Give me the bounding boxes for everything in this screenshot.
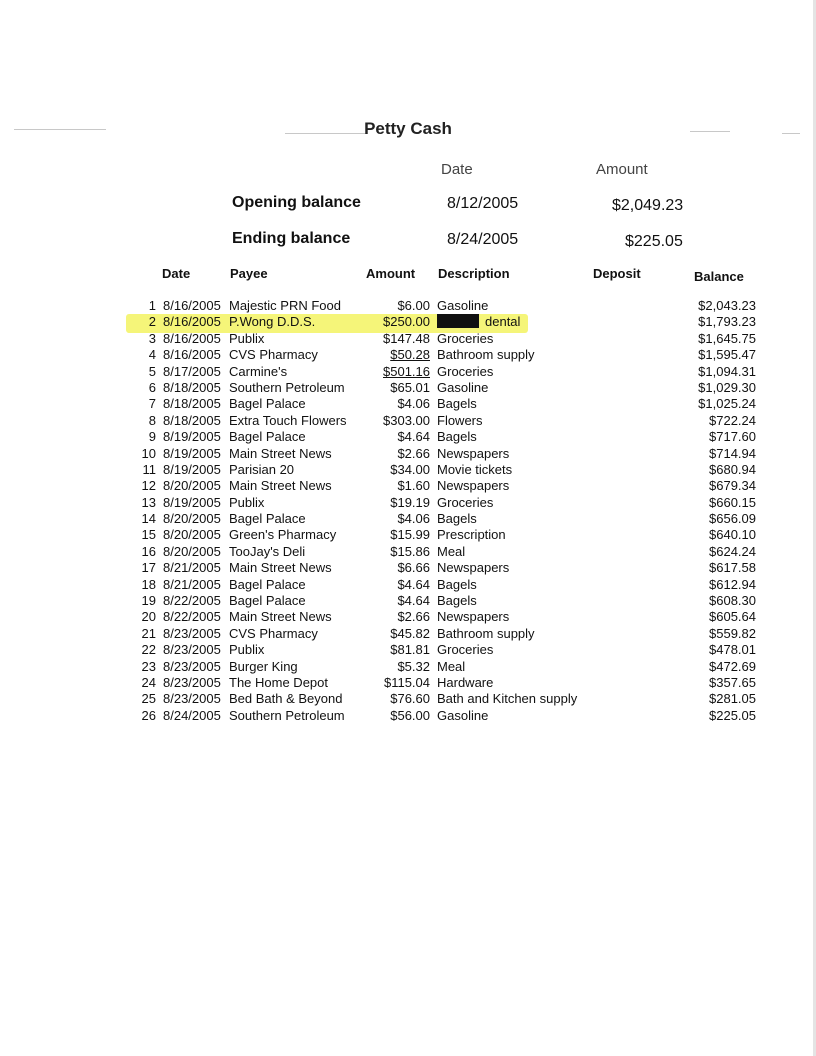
row-description: Gasoline xyxy=(437,298,489,313)
row-amount: $501.16 xyxy=(383,363,430,379)
row-number: 2 xyxy=(148,314,156,330)
row-date: 8/19/2005 xyxy=(163,445,221,461)
row-payee: P.Wong D.D.S. xyxy=(229,314,316,330)
column-header-description: Description xyxy=(438,266,510,281)
row-payee: Main Street News xyxy=(229,478,332,494)
row-balance: $660.15 xyxy=(709,494,756,510)
row-amount: $6.00 xyxy=(397,298,430,313)
ending-balance-amount: $225.05 xyxy=(625,233,683,250)
row-description: Bagels xyxy=(437,576,477,592)
table-row xyxy=(0,511,816,527)
row-balance: $1,645.75 xyxy=(698,330,756,346)
row-amount: $250.00 xyxy=(383,314,430,330)
table-row xyxy=(0,659,816,675)
row-payee: Southern Petroleum xyxy=(229,707,345,723)
row-amount: $303.00 xyxy=(383,412,430,428)
row-number: 15 xyxy=(141,527,156,543)
row-balance: $2,043.23 xyxy=(698,298,756,313)
summary-amount-header: Amount xyxy=(596,161,648,178)
row-payee: Carmine's xyxy=(229,363,288,379)
row-date: 8/23/2005 xyxy=(163,691,221,707)
row-number: 25 xyxy=(141,691,156,707)
table-row xyxy=(0,593,816,609)
row-description: Movie tickets xyxy=(437,461,513,477)
opening-balance-label: Opening balance xyxy=(232,194,361,211)
row-description-text: dental xyxy=(485,314,521,330)
row-date: 8/16/2005 xyxy=(163,347,221,363)
row-date: 8/16/2005 xyxy=(163,314,221,330)
opening-balance-date: 8/12/2005 xyxy=(447,195,519,212)
table-row xyxy=(0,577,816,593)
row-date: 8/18/2005 xyxy=(163,379,221,395)
row-description: Prescription xyxy=(437,527,506,543)
row-payee: Publix xyxy=(229,494,265,510)
row-date: 8/23/2005 xyxy=(163,625,221,641)
row-date: 8/16/2005 xyxy=(163,298,221,313)
table-row xyxy=(0,380,816,396)
row-date: 8/18/2005 xyxy=(163,412,221,428)
row-date: 8/23/2005 xyxy=(163,658,221,674)
column-header-amount: Amount xyxy=(366,266,416,281)
row-payee: Bed Bath & Beyond xyxy=(229,691,343,707)
row-date: 8/23/2005 xyxy=(163,642,221,658)
table-row xyxy=(0,347,816,363)
row-description: Bath and Kitchen supply xyxy=(437,691,578,707)
row-number: 24 xyxy=(141,674,156,690)
row-date: 8/20/2005 xyxy=(163,511,221,527)
row-description: Newspapers xyxy=(437,478,510,494)
row-amount: $56.00 xyxy=(390,707,430,723)
row-payee: Extra Touch Flowers xyxy=(229,412,347,428)
table-row xyxy=(0,314,816,330)
row-date: 8/21/2005 xyxy=(163,560,221,576)
row-payee: Bagel Palace xyxy=(229,511,306,527)
table-row xyxy=(0,429,816,445)
row-description: Newspapers xyxy=(437,609,510,625)
row-amount: $5.32 xyxy=(397,658,430,674)
row-balance: $1,793.23 xyxy=(698,314,756,330)
row-description: Bagels xyxy=(437,593,477,609)
column-header-deposit: Deposit xyxy=(593,266,641,281)
row-number: 13 xyxy=(141,494,156,510)
row-amount: $1.60 xyxy=(397,478,430,494)
row-balance: $624.24 xyxy=(709,543,756,559)
row-description: Flowers xyxy=(437,412,483,428)
row-amount: $147.48 xyxy=(383,330,430,346)
page-title: Petty Cash xyxy=(364,119,452,138)
row-balance: $617.58 xyxy=(709,560,756,576)
table-row xyxy=(0,691,816,707)
row-number: 17 xyxy=(141,560,156,576)
column-header-balance: Balance xyxy=(694,269,744,284)
row-description: Gasoline xyxy=(437,379,489,395)
row-amount: $2.66 xyxy=(397,445,430,461)
row-amount: $34.00 xyxy=(390,461,430,477)
row-payee: Bagel Palace xyxy=(229,429,306,445)
row-date: 8/16/2005 xyxy=(163,330,221,346)
row-balance: $1,029.30 xyxy=(698,379,756,395)
row-number: 21 xyxy=(141,625,156,641)
summary-date-header: Date xyxy=(441,161,473,178)
row-description: Groceries xyxy=(437,494,494,510)
row-date: 8/22/2005 xyxy=(163,593,221,609)
row-balance: $640.10 xyxy=(709,527,756,543)
table-row xyxy=(0,560,816,576)
table-row xyxy=(0,626,816,642)
row-date: 8/19/2005 xyxy=(163,494,221,510)
row-date: 8/20/2005 xyxy=(163,527,221,543)
table-row xyxy=(0,462,816,478)
row-balance: $612.94 xyxy=(709,576,756,592)
table-row xyxy=(0,675,816,691)
row-description: Groceries xyxy=(437,363,494,379)
row-payee: The Home Depot xyxy=(229,674,328,690)
row-date: 8/22/2005 xyxy=(163,609,221,625)
table-row xyxy=(0,527,816,543)
row-number: 22 xyxy=(141,642,156,658)
row-payee: Bagel Palace xyxy=(229,576,306,592)
table-row xyxy=(0,495,816,511)
row-balance: $1,595.47 xyxy=(698,347,756,363)
row-description: Groceries xyxy=(437,642,494,658)
row-description: Meal xyxy=(437,658,466,674)
row-payee: Main Street News xyxy=(229,609,332,625)
row-balance: $608.30 xyxy=(709,593,756,609)
row-amount: $6.66 xyxy=(397,560,430,576)
row-number: 20 xyxy=(141,609,156,625)
row-date: 8/20/2005 xyxy=(163,478,221,494)
row-date: 8/20/2005 xyxy=(163,543,221,559)
table-row xyxy=(0,478,816,494)
row-amount: $2.66 xyxy=(397,609,430,625)
table-row xyxy=(0,446,816,462)
row-amount: $65.01 xyxy=(390,379,430,395)
table-row xyxy=(0,609,816,625)
row-amount: $15.99 xyxy=(390,527,430,543)
row-number: 8 xyxy=(148,412,156,428)
table-row xyxy=(0,396,816,412)
row-number: 18 xyxy=(141,576,156,592)
redaction-block xyxy=(437,314,479,328)
table-row xyxy=(0,642,816,658)
row-amount: $50.28 xyxy=(390,347,430,363)
row-balance: $722.24 xyxy=(709,412,756,428)
row-amount: $19.19 xyxy=(390,494,430,510)
row-description: Bathroom supply xyxy=(437,625,535,641)
row-payee: Main Street News xyxy=(229,445,332,461)
row-payee: Green's Pharmacy xyxy=(229,527,337,543)
row-balance: $714.94 xyxy=(709,445,756,461)
row-payee: Burger King xyxy=(229,658,298,674)
row-balance: $717.60 xyxy=(709,429,756,445)
row-number: 14 xyxy=(141,511,156,527)
row-number: 11 xyxy=(142,461,156,477)
row-amount: $4.06 xyxy=(397,511,430,527)
row-number: 10 xyxy=(141,445,156,461)
row-amount: $45.82 xyxy=(390,625,430,641)
row-amount: $4.64 xyxy=(397,593,430,609)
row-date: 8/17/2005 xyxy=(163,363,221,379)
row-description: Hardware xyxy=(437,674,494,690)
row-amount: $4.06 xyxy=(397,396,430,412)
row-number: 1 xyxy=(148,298,156,313)
row-description: Bagels xyxy=(437,396,477,412)
row-number: 9 xyxy=(148,429,156,445)
row-date: 8/19/2005 xyxy=(163,429,221,445)
row-number: 12 xyxy=(141,478,156,494)
row-number: 5 xyxy=(148,363,156,379)
table-row xyxy=(0,298,816,314)
row-balance: $281.05 xyxy=(709,691,756,707)
row-description: Gasoline xyxy=(437,707,489,723)
row-balance: $679.34 xyxy=(709,478,756,494)
row-balance: $472.69 xyxy=(709,658,756,674)
row-date: 8/18/2005 xyxy=(163,396,221,412)
row-date: 8/19/2005 xyxy=(163,461,221,477)
row-date: 8/24/2005 xyxy=(163,707,221,723)
ending-balance-label: Ending balance xyxy=(232,230,351,247)
row-balance: $225.05 xyxy=(709,707,756,723)
row-number: 3 xyxy=(148,330,156,346)
row-balance: $680.94 xyxy=(709,461,756,477)
row-balance: $605.64 xyxy=(709,609,756,625)
ending-balance-date: 8/24/2005 xyxy=(447,231,519,248)
table-row xyxy=(0,364,816,380)
row-description: Bathroom supply xyxy=(437,347,535,363)
row-balance: $559.82 xyxy=(709,625,756,641)
column-header-date: Date xyxy=(162,266,191,281)
row-amount: $4.64 xyxy=(397,576,430,592)
row-payee: TooJay's Deli xyxy=(229,543,306,559)
row-payee: Bagel Palace xyxy=(229,396,306,412)
table-row xyxy=(0,708,816,724)
column-header-payee: Payee xyxy=(230,266,268,281)
row-balance: $478.01 xyxy=(709,642,756,658)
row-payee: CVS Pharmacy xyxy=(229,625,318,641)
row-balance: $1,025.24 xyxy=(698,396,756,412)
row-number: 16 xyxy=(141,543,156,559)
row-description: Newspapers xyxy=(437,445,510,461)
row-payee: Southern Petroleum xyxy=(229,379,345,395)
row-number: 19 xyxy=(141,593,156,609)
row-date: 8/21/2005 xyxy=(163,576,221,592)
row-number: 23 xyxy=(141,658,156,674)
row-amount: $115.04 xyxy=(383,674,430,690)
row-amount: $81.81 xyxy=(390,642,430,658)
table-row xyxy=(0,331,816,347)
row-balance: $357.65 xyxy=(709,674,756,690)
row-amount: $76.60 xyxy=(390,691,430,707)
row-number: 4 xyxy=(148,347,156,363)
row-amount: $15.86 xyxy=(390,543,430,559)
row-payee: Main Street News xyxy=(229,560,332,576)
row-payee: Bagel Palace xyxy=(229,593,306,609)
row-balance: $656.09 xyxy=(709,511,756,527)
row-number: 6 xyxy=(148,379,156,395)
row-payee: CVS Pharmacy xyxy=(229,347,318,363)
row-payee: Publix xyxy=(229,330,265,346)
row-description: Meal xyxy=(437,543,466,559)
ledger-table xyxy=(0,298,816,724)
row-description: Bagels xyxy=(437,429,477,445)
table-row xyxy=(0,413,816,429)
table-row xyxy=(0,544,816,560)
row-number: 26 xyxy=(141,707,156,723)
row-amount: $4.64 xyxy=(397,429,430,445)
row-date: 8/23/2005 xyxy=(163,674,221,690)
row-description: Groceries xyxy=(437,330,494,346)
opening-balance-amount: $2,049.23 xyxy=(612,197,684,214)
row-number: 7 xyxy=(148,396,156,412)
row-balance: $1,094.31 xyxy=(698,363,756,379)
row-payee: Publix xyxy=(229,642,265,658)
row-payee: Parisian 20 xyxy=(229,461,295,477)
row-description xyxy=(437,314,520,330)
row-payee: Majestic PRN Food xyxy=(229,298,341,313)
row-description: Bagels xyxy=(437,511,477,527)
row-description: Newspapers xyxy=(437,560,510,576)
